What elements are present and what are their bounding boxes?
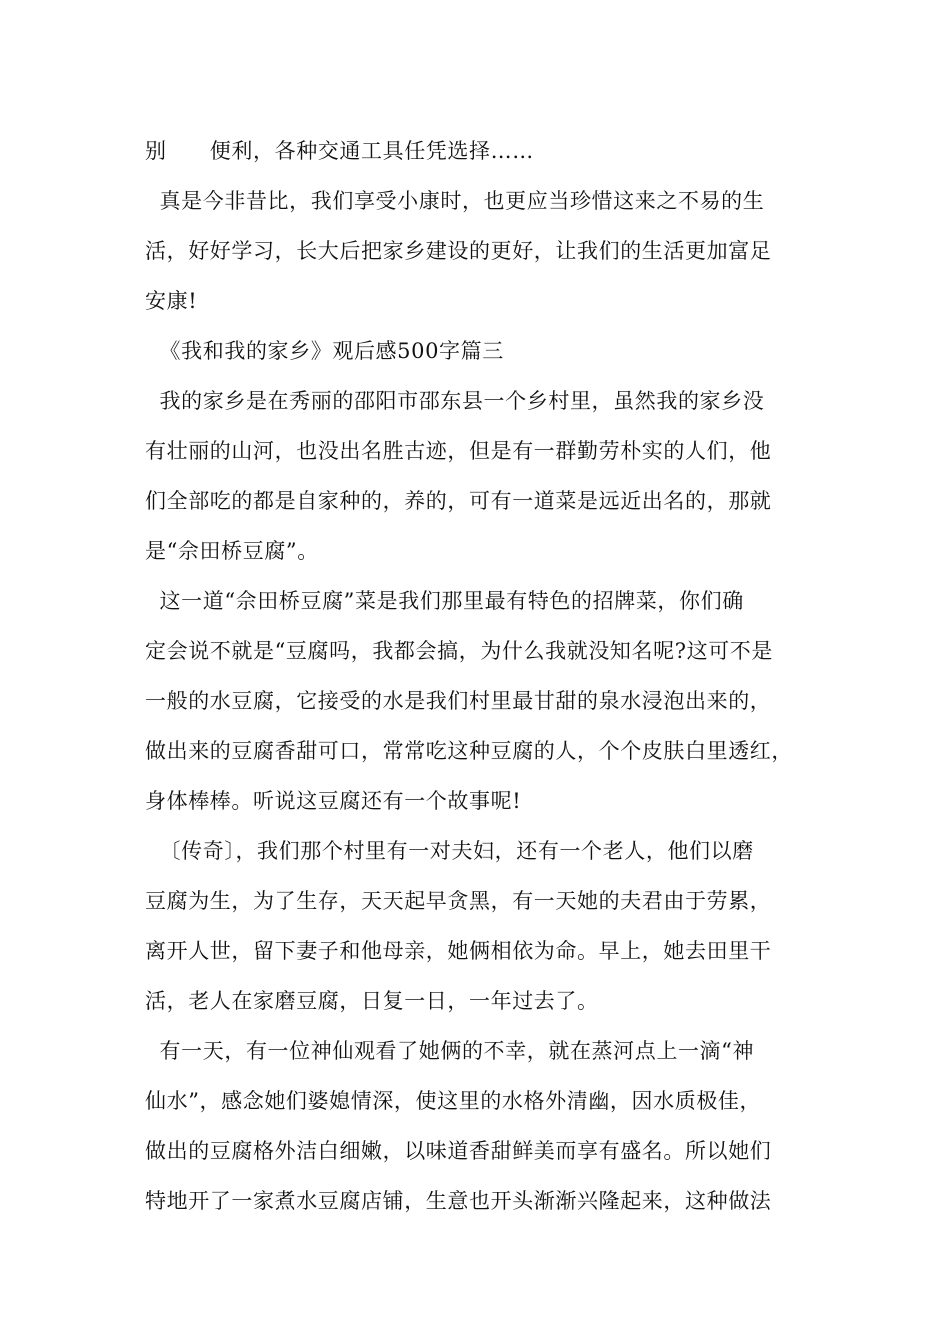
text-line: 活，好好学习，长大后把家乡建设的更好，让我们的生活更加富足 — [145, 239, 772, 263]
text-line: 别 便利，各种交通工具任凭选择…… — [145, 139, 534, 163]
text-line: 做出的豆腐格外洁白细嫩，以味道香甜鲜美而享有盛名。所以她们 — [145, 1139, 772, 1163]
text-line: 们全部吃的都是自家种的，养的，可有一道菜是远近出名的，那就 — [145, 489, 772, 513]
text-line: 〔传奇〕，我们那个村里有一对夫妇，还有一个老人，他们以磨 — [145, 839, 754, 863]
text-line: 活，老人在家磨豆腐，日复一日，一年过去了。 — [145, 989, 599, 1013]
section-heading: 《我和我的家乡》观后感500字篇三 — [145, 339, 504, 363]
text-line: 离开人世，留下妻子和他母亲，她俩相依为命。早上，她去田里干 — [145, 939, 772, 963]
text-line: 真是今非昔比，我们享受小康时，也更应当珍惜这来之不易的生 — [145, 189, 765, 213]
text-line: 有壮丽的山河，也没出名胜古迹，但是有一群勤劳朴实的人们，他 — [145, 439, 772, 463]
text-line: 做出来的豆腐香甜可口，常常吃这种豆腐的人，个个皮肤白里透红， — [145, 739, 793, 763]
text-line: 一般的水豆腐，它接受的水是我们村里最甘甜的泉水浸泡出来的， — [145, 689, 772, 713]
text-line: 有一天，有一位神仙观看了她俩的不幸，就在蒸河点上一滴“神 — [145, 1039, 755, 1063]
text-line: 身体棒棒。听说这豆腐还有一个故事呢! — [145, 789, 522, 813]
text-line: 定会说不就是“豆腐吗，我都会搞，为什么我就没知名呢?这可不是 — [145, 639, 773, 663]
text-line: 仙水”，感念她们婆媳情深，使这里的水格外清幽，因水质极佳， — [145, 1089, 762, 1113]
text-line: 豆腐为生，为了生存，天天起早贪黑，有一天她的夫君由于劳累， — [145, 889, 772, 913]
text-line: 特地开了一家煮水豆腐店铺，生意也开头渐渐兴隆起来，这种做法 — [145, 1189, 772, 1213]
text-line: 安康! — [145, 289, 198, 313]
text-line: 我的家乡是在秀丽的邵阳市邵东县一个乡村里，虽然我的家乡没 — [145, 389, 765, 413]
text-line: 这一道“佘田桥豆腐”菜是我们那里最有特色的招牌菜，你们确 — [145, 589, 744, 613]
text-line: 是“佘田桥豆腐”。 — [145, 539, 319, 563]
